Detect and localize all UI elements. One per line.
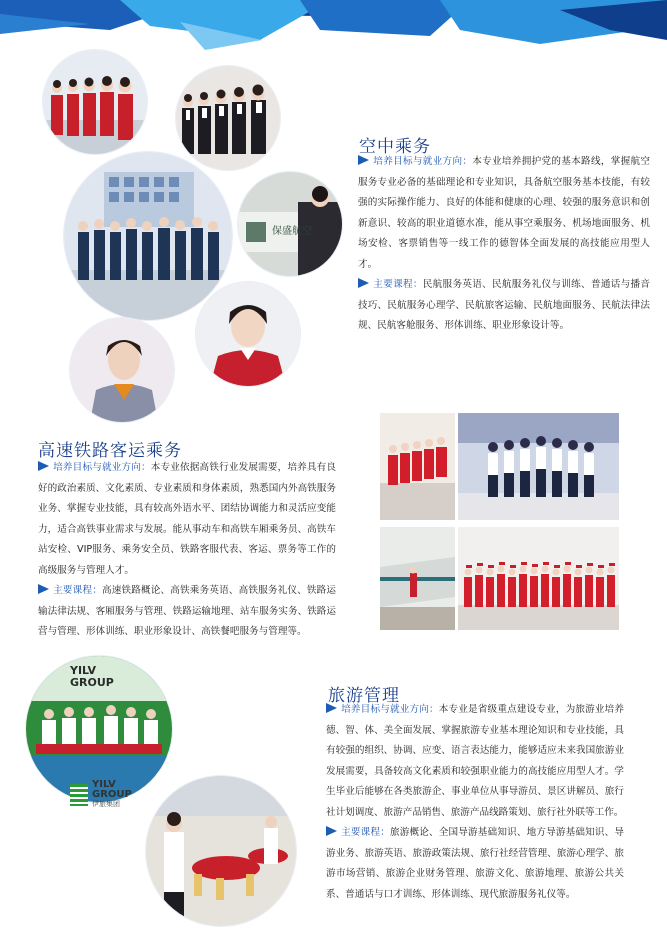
course-label-tourism: 主要课程： [341, 827, 390, 838]
goal-label-air: 培养目标与就业方向： [373, 156, 473, 167]
section-text-air [358, 152, 650, 337]
section-title-air: 空中乘务 [359, 137, 431, 157]
photo-rail-attendants-seated [380, 413, 455, 520]
yilv-group-logo [70, 780, 140, 808]
logo-bars-icon [70, 784, 88, 806]
section-title-tourism: 旅游管理 [328, 686, 400, 706]
arrow-icon [358, 278, 369, 288]
arrow-icon [326, 703, 337, 713]
arrow-icon [38, 461, 49, 471]
photo-group-uniforms [64, 152, 232, 320]
photo-rail-train-platform [380, 527, 455, 630]
goal-label-tourism: 培养目标与就业方向： [341, 704, 439, 715]
photo-rail-security-team [458, 413, 619, 520]
logo-bottom-cn: 伊旅集团 [92, 800, 120, 808]
header-banner [0, 0, 667, 50]
course-text-rail: 高速铁路概论、高铁乘务英语、高铁服务礼仪、铁路运输法律法规、客厢服务与管理、铁路运输地理、站车服务实务、铁路运营与管理、形体训练、职业形象设计、高铁餐吧服务与管理等。 [38, 585, 337, 637]
logo-top-line1: YILV [70, 664, 97, 677]
arrow-icon [326, 826, 337, 836]
goal-label-rail: 培养目标与就业方向： [53, 462, 151, 473]
section-text-tourism [326, 700, 624, 905]
course-label-air: 主要课程： [373, 279, 423, 290]
course-label-rail: 主要课程： [53, 585, 102, 596]
photo-attendant-portrait-red [196, 282, 300, 386]
photo-rail-attendants-lineup [458, 527, 619, 630]
logo-top-line2: GROUP [70, 676, 114, 689]
goal-paragraph-air [358, 152, 650, 275]
section-text-rail [38, 458, 336, 643]
photo-flight-attendants-row [43, 50, 147, 154]
sign-text: 保盛航空 [272, 226, 312, 237]
goal-paragraph-rail [38, 458, 336, 581]
course-paragraph-rail [38, 581, 336, 643]
goal-text-rail: 本专业依据高铁行业发展需要，培养具有良好的政治素质、文化素质、专业素质和身体素质，熟悉国内外高铁服务业务、掌握专业技能，具有较高外语水平、团结协调能力和灵活应变能力，适合高铁事业需求与发展。能从事动车和高铁车厢乘务员、高铁车站安检、VIP服务、乘务安全员、铁路客服代表、客运、票务等工作的高级服务与管理人才。 [38, 462, 337, 576]
photo-tourism-banquet-service [146, 776, 296, 926]
logo-bottom-line2: GROUP [92, 789, 132, 800]
goal-text-tourism: 本专业是省级重点建设专业，为旅游业培养德、智、体、美全面发展、掌握旅游专业基本理论知识和专业技能，具有较强的组织、协调、应变、语言表达能力，能够适应未来我国旅游业发展需要，具备较高文化素质和较强职业能力的高技能应用型人才。学生毕业后能够在各类旅游企、事业单位从事导游员、景区讲解员、旅行社计划调度、旅游产品销售、旅游产品线路策划、旅行社外联等工作。 [326, 704, 625, 818]
course-text-tourism: 旅游概论、全国导游基础知识、地方导游基础知识、导游业务、旅游英语、旅游政策法规、旅行社经营管理、旅游心理学、旅游市场营销、旅游企业财务管理、旅游文化、旅游地理、旅游公共关系、普通话与口才训练、形体训练、现代旅游服务礼仪等。 [326, 827, 625, 900]
logo-bottom-line1: YILV [92, 779, 116, 790]
goal-text-air: 本专业培养拥护党的基本路线，掌握航空服务专业必备的基础理论和专业知识，具备航空服务基本技能，有较强的实际操作能力、良好的体能和健康的心理、较强的服务意识和创新意识、较高的职业道德水准，能从事空乘服务、机场地面服务、机场安检、客票销售等一线工作的德智体全面发展的高技能应用型人才。 [358, 156, 651, 270]
course-paragraph-tourism [326, 823, 624, 905]
goal-paragraph-tourism [326, 700, 624, 823]
course-paragraph-air [358, 275, 650, 337]
course-text-air: 民航服务英语、民航服务礼仪与训练、普通话与播音技巧、民航服务心理学、民航旅客运输、民航地面服务、民航法律法规、民航客舱服务、形体训练、职业形象设计等。 [358, 279, 651, 331]
photo-attendants-black-vests [176, 66, 280, 170]
arrow-icon [38, 584, 49, 594]
arrow-icon [358, 155, 369, 165]
photo-attendant-portrait-purple [70, 318, 174, 422]
photo-airline-company-sign [238, 172, 342, 276]
section-title-rail: 高速铁路客运乘务 [38, 441, 182, 461]
